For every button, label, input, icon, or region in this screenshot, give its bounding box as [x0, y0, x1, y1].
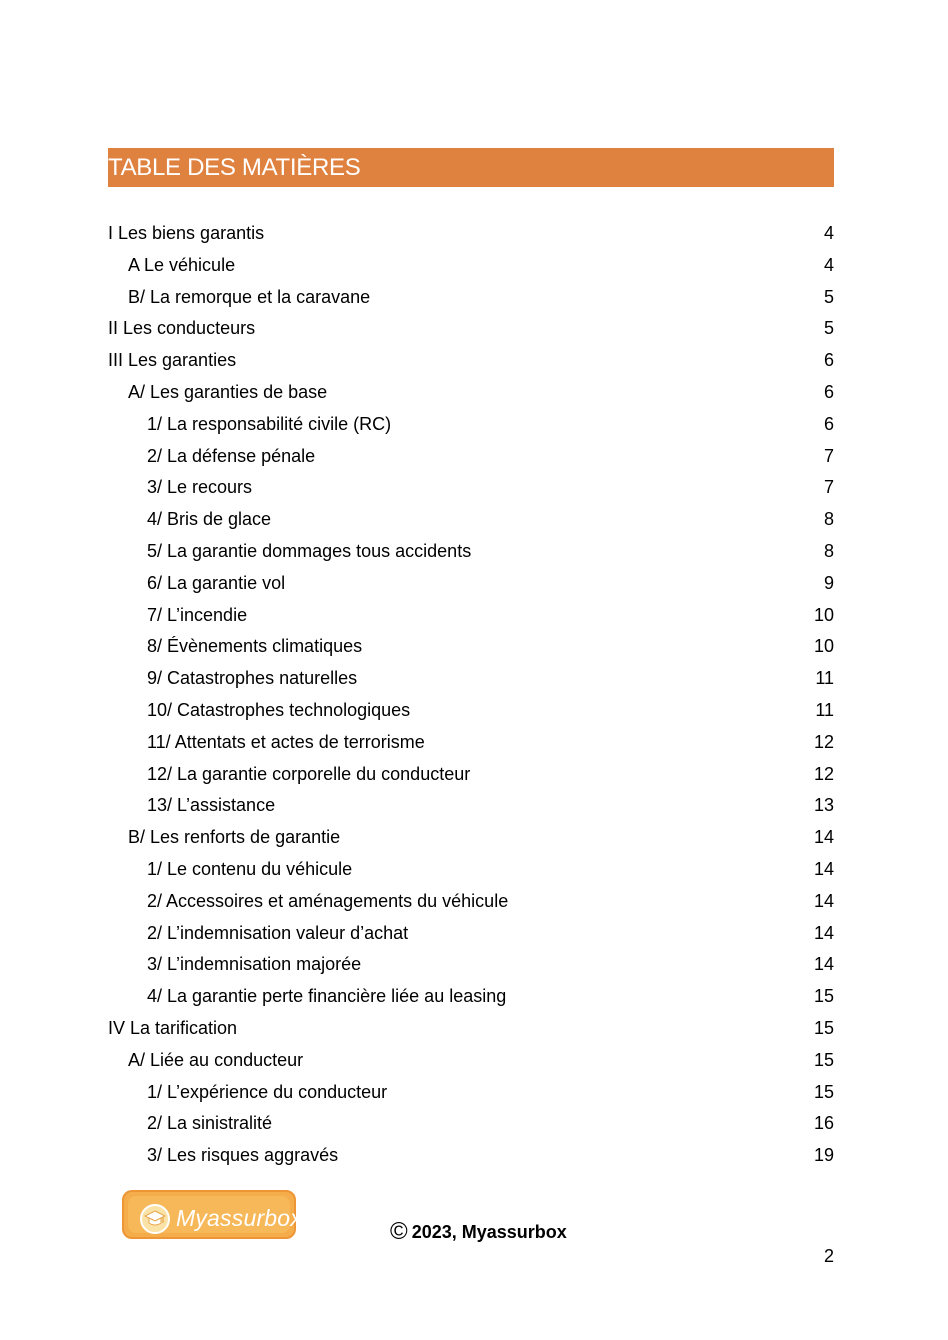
toc-entry-label: 1/ Le contenu du véhicule [147, 858, 353, 879]
toc-entry[interactable] [108, 1108, 834, 1140]
toc-entry[interactable] [108, 1013, 834, 1045]
toc-entry-page: 9 [823, 572, 834, 593]
toc-entry-page: 19 [813, 1145, 834, 1166]
toc-entry[interactable] [108, 663, 834, 695]
toc-entry-label: 10/ Catastrophes technologiques [147, 699, 411, 720]
toc-entry[interactable] [108, 631, 834, 663]
toc-entry-label: A/ Les garanties de base [128, 381, 328, 402]
toc-entry-page: 7 [823, 445, 834, 466]
toc-entry[interactable] [108, 568, 834, 600]
toc-entry[interactable] [108, 790, 834, 822]
toc-entry-page: 11 [815, 668, 834, 689]
toc-entry-label: 5/ La garantie dommages tous accidents [147, 540, 472, 561]
toc-entry[interactable] [108, 1140, 834, 1172]
toc-entry[interactable] [108, 282, 834, 314]
toc-entry-page: 6 [823, 413, 834, 434]
toc-entry[interactable] [108, 727, 834, 759]
toc-entry[interactable] [108, 504, 834, 536]
toc-entry-page: 15 [813, 1049, 834, 1070]
copyright-text: 2023, Myassurbox [411, 1222, 567, 1242]
toc-entry-page: 14 [813, 858, 834, 879]
toc-entry-label: 13/ L’assistance [147, 795, 276, 816]
toc-entry-page: 14 [813, 954, 834, 975]
toc-entry-label: II Les conducteurs [108, 318, 256, 339]
logo-text: Myassurbox [176, 1205, 302, 1231]
toc-entry[interactable] [108, 1077, 834, 1109]
toc-entry-page: 5 [823, 286, 834, 307]
toc-entry-page: 7 [823, 477, 834, 498]
toc-entry[interactable] [108, 409, 834, 441]
myassurbox-logo [122, 1190, 302, 1239]
toc-entry-page: 10 [813, 636, 834, 657]
toc-entry-page: 6 [823, 350, 834, 371]
toc-entry-page: 15 [813, 986, 834, 1007]
toc-entry[interactable] [108, 822, 834, 854]
toc-entry[interactable] [108, 695, 834, 727]
toc-entry-label: 2/ Accessoires et aménagements du véhicule [147, 890, 509, 911]
toc-entry[interactable] [108, 313, 834, 345]
toc-entry[interactable] [108, 345, 834, 377]
toc-entry-label: III Les garanties [108, 350, 237, 371]
toc-entry-label: 3/ Les risques aggravés [147, 1145, 339, 1166]
toc-title: TABLE DES MATIÈRES [108, 154, 361, 181]
toc-entry-page: 8 [823, 540, 834, 561]
toc-entry[interactable] [108, 1045, 834, 1077]
toc-entry[interactable] [108, 949, 834, 981]
toc-entry-label: IV La tarification [108, 1017, 238, 1038]
toc-entry-label: 6/ La garantie vol [147, 572, 286, 593]
toc-entry[interactable] [108, 918, 834, 950]
toc-entry[interactable] [108, 854, 834, 886]
toc-entry-label: B/ La remorque et la caravane [128, 286, 371, 307]
toc-entry-page: 14 [813, 827, 834, 848]
toc-entry-page: 5 [823, 318, 834, 339]
toc-entry-page: 6 [823, 381, 834, 402]
toc-entry-label: I Les biens garantis [108, 223, 265, 243]
page-number: 2 [823, 1246, 834, 1266]
toc-entry-page: 14 [813, 890, 834, 911]
toc-entry-label: 4/ La garantie perte financière liée au leasing [147, 986, 507, 1007]
toc-entry[interactable] [108, 536, 834, 568]
toc-entry-page: 4 [823, 223, 834, 243]
toc-entry-label: 2/ La défense pénale [147, 445, 316, 466]
toc-entry-label: 3/ L’indemnisation majorée [147, 954, 362, 975]
toc-entry-label: 12/ La garantie corporelle du conducteur [147, 763, 471, 784]
toc-entry-page: 15 [813, 1081, 834, 1102]
toc-entry-page: 12 [813, 763, 834, 784]
toc-entry-label: B/ Les renforts de garantie [128, 827, 341, 848]
toc-entry[interactable] [108, 600, 834, 632]
toc-entry-label: 2/ La sinistralité [147, 1113, 273, 1134]
toc-entry-label: 4/ Bris de glace [147, 509, 272, 530]
toc-entry-page: 11 [815, 699, 834, 720]
toc-entry-label: 9/ Catastrophes naturelles [147, 668, 358, 689]
toc-entry[interactable] [108, 441, 834, 473]
toc-entry-page: 4 [823, 254, 834, 275]
toc-entry-page: 16 [813, 1113, 834, 1134]
toc-header-bar [108, 148, 834, 187]
toc-entry[interactable] [108, 377, 834, 409]
toc-entry-label: A Le véhicule [128, 254, 236, 275]
toc-entry-label: A/ Liée au conducteur [128, 1049, 304, 1070]
toc-entry-label: 2/ L’indemnisation valeur d’achat [147, 922, 409, 943]
toc-entry-label: 3/ Le recours [147, 477, 253, 498]
toc-entry[interactable] [108, 250, 834, 282]
toc-entry-page: 10 [813, 604, 834, 625]
toc-entry-label: 11/ Attentats et actes de terrorisme [147, 731, 425, 752]
toc-entry-page: 8 [823, 509, 834, 530]
toc-entry[interactable] [108, 759, 834, 791]
toc-entry[interactable] [108, 472, 834, 504]
toc-entry[interactable] [108, 218, 834, 250]
toc-entry-label: 8/ Évènements climatiques [147, 636, 363, 657]
toc-entry-label: 1/ L’expérience du conducteur [147, 1081, 388, 1102]
graduation-cap-icon [140, 1204, 170, 1234]
toc-entry[interactable] [108, 981, 834, 1013]
toc-entry-label: 1/ La responsabilité civile (RC) [147, 413, 392, 434]
toc-entry-page: 12 [813, 731, 834, 752]
toc-entry-page: 13 [813, 795, 834, 816]
toc-list [108, 218, 834, 1172]
toc-entry[interactable] [108, 886, 834, 918]
copyright-symbol: © [390, 1218, 408, 1245]
toc-entry-label: 7/ L’incendie [147, 604, 248, 625]
toc-entry-page: 14 [813, 922, 834, 943]
toc-entry-page: 15 [813, 1017, 834, 1038]
copyright-notice [390, 1218, 567, 1246]
